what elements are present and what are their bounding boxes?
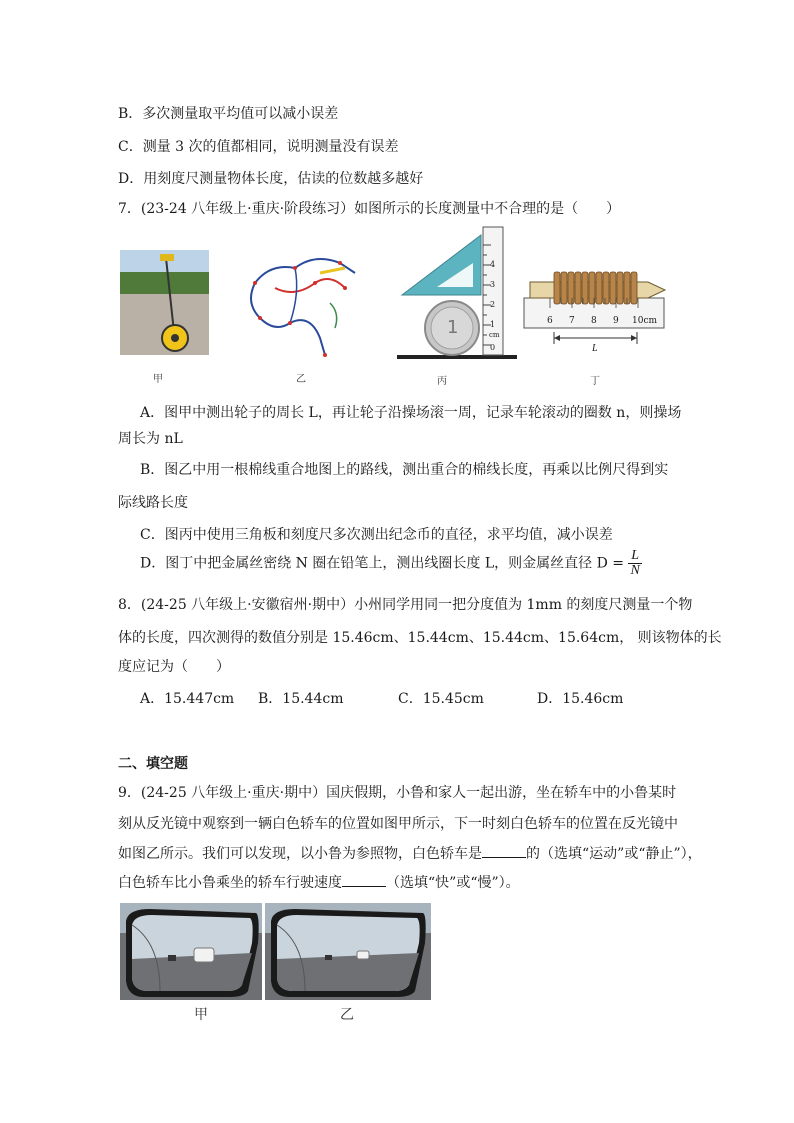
ruler-tick-4: 4 (490, 260, 496, 269)
ruler-label-10cm: 10cm (632, 316, 658, 326)
ruler-label-9: 9 (613, 316, 619, 326)
figure-mirror-yi (265, 903, 431, 1000)
q7-option-a-line1: A．图甲中测出轮子的周长 L，再让轮子沿操场滚一周，记录车轮滚动的圈数 n，则操场 (140, 405, 682, 421)
q7-stem: 7．(23-24 八年级上·重庆·阶段练习）如图所示的长度测量中不合理的是（ ） (118, 201, 621, 217)
coin-label: 1 (447, 317, 459, 338)
caption-bing: 丙 (437, 376, 447, 387)
section-title-fill-in: 二、填空题 (118, 756, 188, 772)
q9-line4-start: 白色轿车比小鲁乘坐的轿车行驶速度 (118, 875, 342, 891)
figure-measuring-wheel (120, 250, 209, 355)
caption-mirror-jia: 甲 (194, 1007, 208, 1023)
q7-option-a-line2: 周长为 nL (118, 431, 183, 447)
figure-coin-triangle (397, 225, 517, 361)
q9-line4 (118, 872, 520, 892)
ruler-label-6: 6 (547, 316, 553, 326)
q6-option-b: B．多次测量取平均值可以减小误差 (118, 106, 339, 122)
ruler-tick-0: 0 (490, 343, 496, 352)
ruler-tick-cm: cm (489, 331, 500, 339)
answer-blank-2[interactable] (342, 874, 386, 887)
q6-option-d: D．用刻度尺测量物体长度，估读的位数越多越好 (118, 171, 424, 187)
q9-line1: 9．(24-25 八年级上·重庆·期中）国庆假期，小鲁和家人一起出游，坐在轿车中的小鲁某时 (118, 785, 677, 801)
caption-ding: 丁 (590, 376, 600, 387)
ruler-tick-3: 3 (490, 280, 496, 289)
ruler-label-8: 8 (591, 316, 597, 326)
q7-option-d-text: D．图丁中把金属丝密绕 N 圈在铅笔上，测出线圈长度 L，则金属丝直径 D = (140, 555, 624, 572)
q8-line1: 8．(24-25 八年级上·安徽宿州·期中）小州同学用同一把分度值为 1mm 的刻度尺测量一个物 (118, 597, 693, 613)
q7-option-c: C．图丙中使用三角板和刻度尺多次测出纪念币的直径，求平均值，减小误差 (140, 527, 613, 543)
caption-mirror-yi: 乙 (340, 1007, 354, 1023)
ruler-tick-2: 2 (490, 300, 496, 309)
fraction-l-over-n (628, 549, 641, 578)
q7-option-b-line1: B．图乙中用一根棉线重合地图上的路线，测出重合的棉线长度，再乘以比例尺得到实 (140, 462, 669, 478)
caption-yi: 乙 (296, 374, 306, 385)
ruler-tick-1: 1 (490, 320, 496, 329)
q6-option-c: C．测量 3 次的值都相同，说明测量没有误差 (118, 139, 399, 155)
figure-route-map (235, 243, 365, 361)
q8-option-d: D．15.46cm (537, 691, 624, 707)
q8-line3: 度应记为（ ） (118, 659, 230, 675)
q7-option-d (140, 549, 642, 578)
answer-blank-1[interactable] (482, 845, 526, 858)
dimension-label-l: L (592, 343, 598, 354)
q8-line2: 体的长度，四次测得的数值分别是 15.46cm、15.44cm、15.44cm、15.64cm， 则该物体的长 (118, 630, 722, 646)
q9-line3-end: 的（选填“运动”或“静止”）， (526, 846, 702, 862)
q8-option-b: B．15.44cm (258, 691, 344, 707)
q8-option-c: C．15.45cm (398, 691, 484, 707)
figure-mirror-jia (120, 903, 262, 1000)
caption-jia: 甲 (153, 374, 163, 385)
q9-line3-start: 如图乙所示。我们可以发现，以小鲁为参照物，白色轿车是 (118, 846, 482, 862)
q8-option-a: A．15.447cm (140, 691, 235, 707)
fraction-denominator: N (630, 563, 640, 578)
figure-coiled-wire (520, 262, 672, 362)
q9-line4-end: （选填“快”或“慢”）。 (386, 875, 520, 891)
q7-option-b-line2: 际线路长度 (118, 495, 188, 511)
q9-line3 (118, 843, 702, 863)
q9-line2: 刻从反光镜中观察到一辆白色轿车的位置如图甲所示，下一时刻白色轿车的位置在反光镜中 (118, 816, 678, 832)
ruler-label-7: 7 (569, 316, 575, 326)
fraction-numerator: L (628, 549, 641, 564)
